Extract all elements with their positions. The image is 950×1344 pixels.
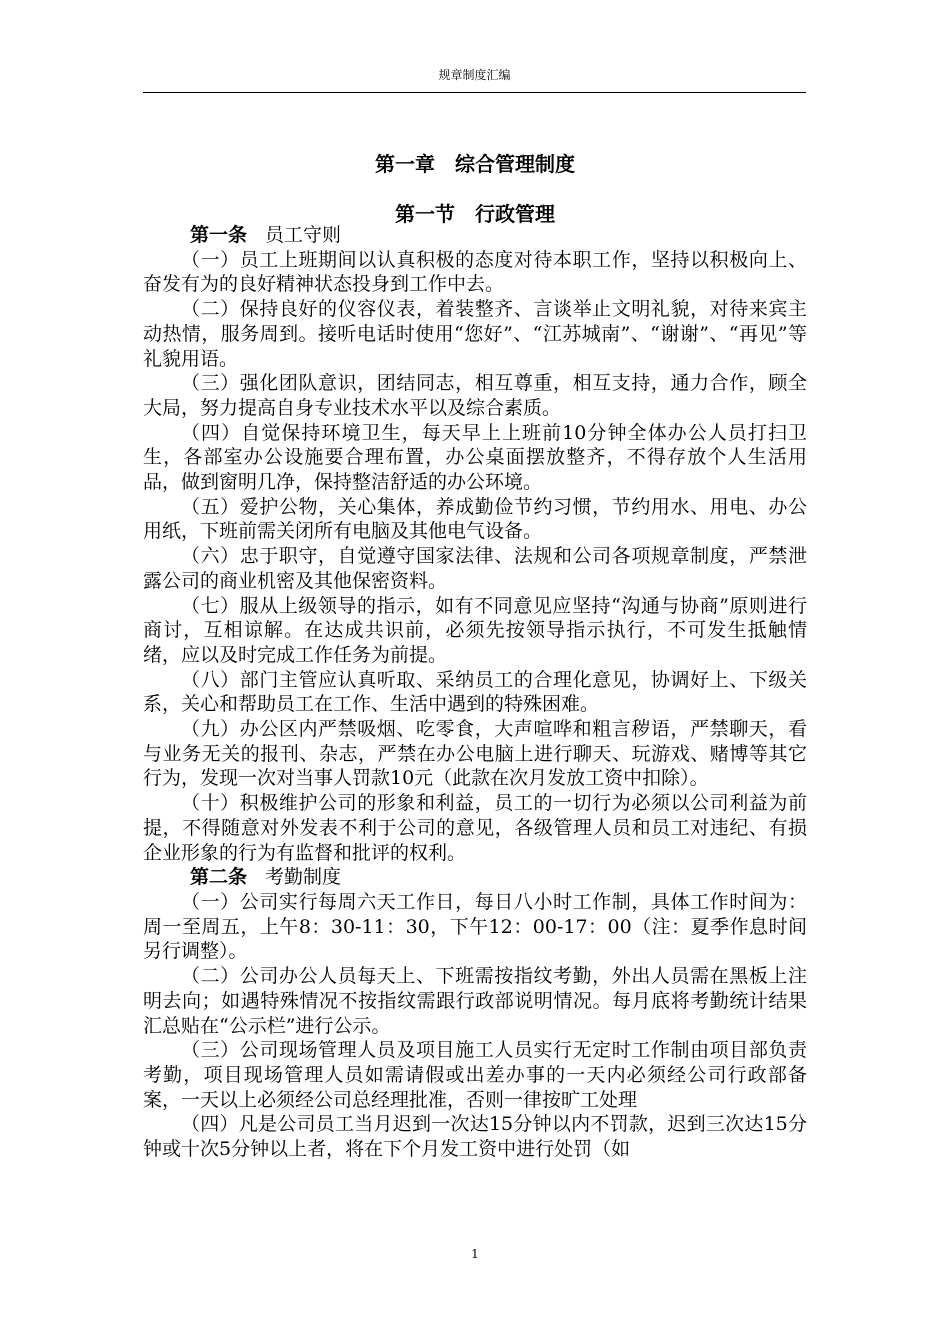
paragraph: （七）服从上级领导的指示，如有不同意见应坚持“沟通与协商”原则进行商讨，互相谅解。在达成共识前，必须先按领导指示执行，不可发生抵触情绪，应以及时完成工作任务为前提。 <box>143 594 807 666</box>
document-body <box>143 223 807 1162</box>
paragraph: （五）爱护公物，关心集体，养成勤俭节约习惯，节约用水、用电、办公用纸，下班前需关闭所有电脑及其他电气设备。 <box>143 495 807 543</box>
article-label: 第二条 <box>190 866 248 889</box>
paragraph: （十）积极维护公司的形象和利益，员工的一切行为必须以公司利益为前提，不得随意对外发表不利于公司的意见，各级管理人员和员工对违纪、有损企业形象的行为有监督和批评的权利。 <box>143 792 807 864</box>
paragraph: （一）公司实行每周六天工作日，每日八小时工作制，具体工作时间为：周一至周五，上午8：30-11：30，下午12：00-17：00（注：夏季作息时间另行调整）。 <box>143 890 807 963</box>
paragraph: （三）强化团队意识，团结同志，相互尊重，相互支持，通力合作，顾全大局，努力提高自身专业技术水平以及综合素质。 <box>143 372 807 419</box>
paragraph: （八）部门主管应认真听取、采纳员工的合理化意见，协调好上、下级关系，关心和帮助员工在工作、生活中遇到的特殊困难。 <box>143 668 807 716</box>
header-divider <box>143 92 806 93</box>
article-heading <box>143 223 807 248</box>
article-title: 员工守则 <box>265 224 342 246</box>
article-label: 第一条 <box>190 224 248 246</box>
running-header: 规章制度汇编 <box>438 68 511 82</box>
paragraph: （六）忠于职守，自觉遵守国家法律、法规和公司各项规章制度，严禁泄露公司的商业机密及其他保密资料。 <box>143 545 807 592</box>
chapter-title: 第一章 综合管理制度 <box>375 152 575 176</box>
section-title: 第一节 行政管理 <box>395 202 555 226</box>
paragraph: （九）办公区内严禁吸烟、吃零食，大声喧哗和粗言秽语，严禁聊天，看与业务无关的报刊、杂志，严禁在办公电脑上进行聊天、玩游戏、赌博等其它行为，发现一次对当事人罚款10元（此款在次月发放工资中扣除）。 <box>143 718 807 790</box>
paragraph: （一）员工上班期间以认真积极的态度对待本职工作，坚持以积极向上、奋发有为的良好精神状态投身到工作中去。 <box>143 248 807 296</box>
paragraph: （二）保持良好的仪容仪表，着装整齐、言谈举止文明礼貌，对待来宾主动热情，服务周到。接听电话时使用“您好”、“江苏城南”、“谢谢”、“再见”等礼貌用语。 <box>143 298 807 370</box>
paragraph: （三）公司现场管理人员及项目施工人员实行无定时工作制由项目部负责考勤，项目现场管理人员如需请假或出差办事的一天内必须经公司行政部备案，一天以上必须经公司总经理批准，否则一律按旷工处理 <box>143 1039 807 1111</box>
paragraph: （四）凡是公司员工当月迟到一次达15分钟以内不罚款，迟到三次达15分钟或十次5分钟以上者，将在下个月发工资中进行处罚（如 <box>143 1113 807 1161</box>
page-number: 1 <box>471 1247 479 1261</box>
paragraph: （二）公司办公人员每天上、下班需按指纹考勤，外出人员需在黑板上注明去向；如遇特殊情况不按指纹需跟行政部说明情况。每月底将考勤统计结果汇总贴在“公示栏”进行公示。 <box>143 965 807 1037</box>
paragraph: （四）自觉保持环境卫生，每天早上上班前10分钟全体办公人员打扫卫生，各部室办公设施要合理布置，办公桌面摆放整齐，不得存放个人生活用品，做到窗明几净，保持整洁舒适的办公环境。 <box>143 421 807 494</box>
article-heading <box>143 865 807 890</box>
article-title: 考勤制度 <box>265 866 342 889</box>
